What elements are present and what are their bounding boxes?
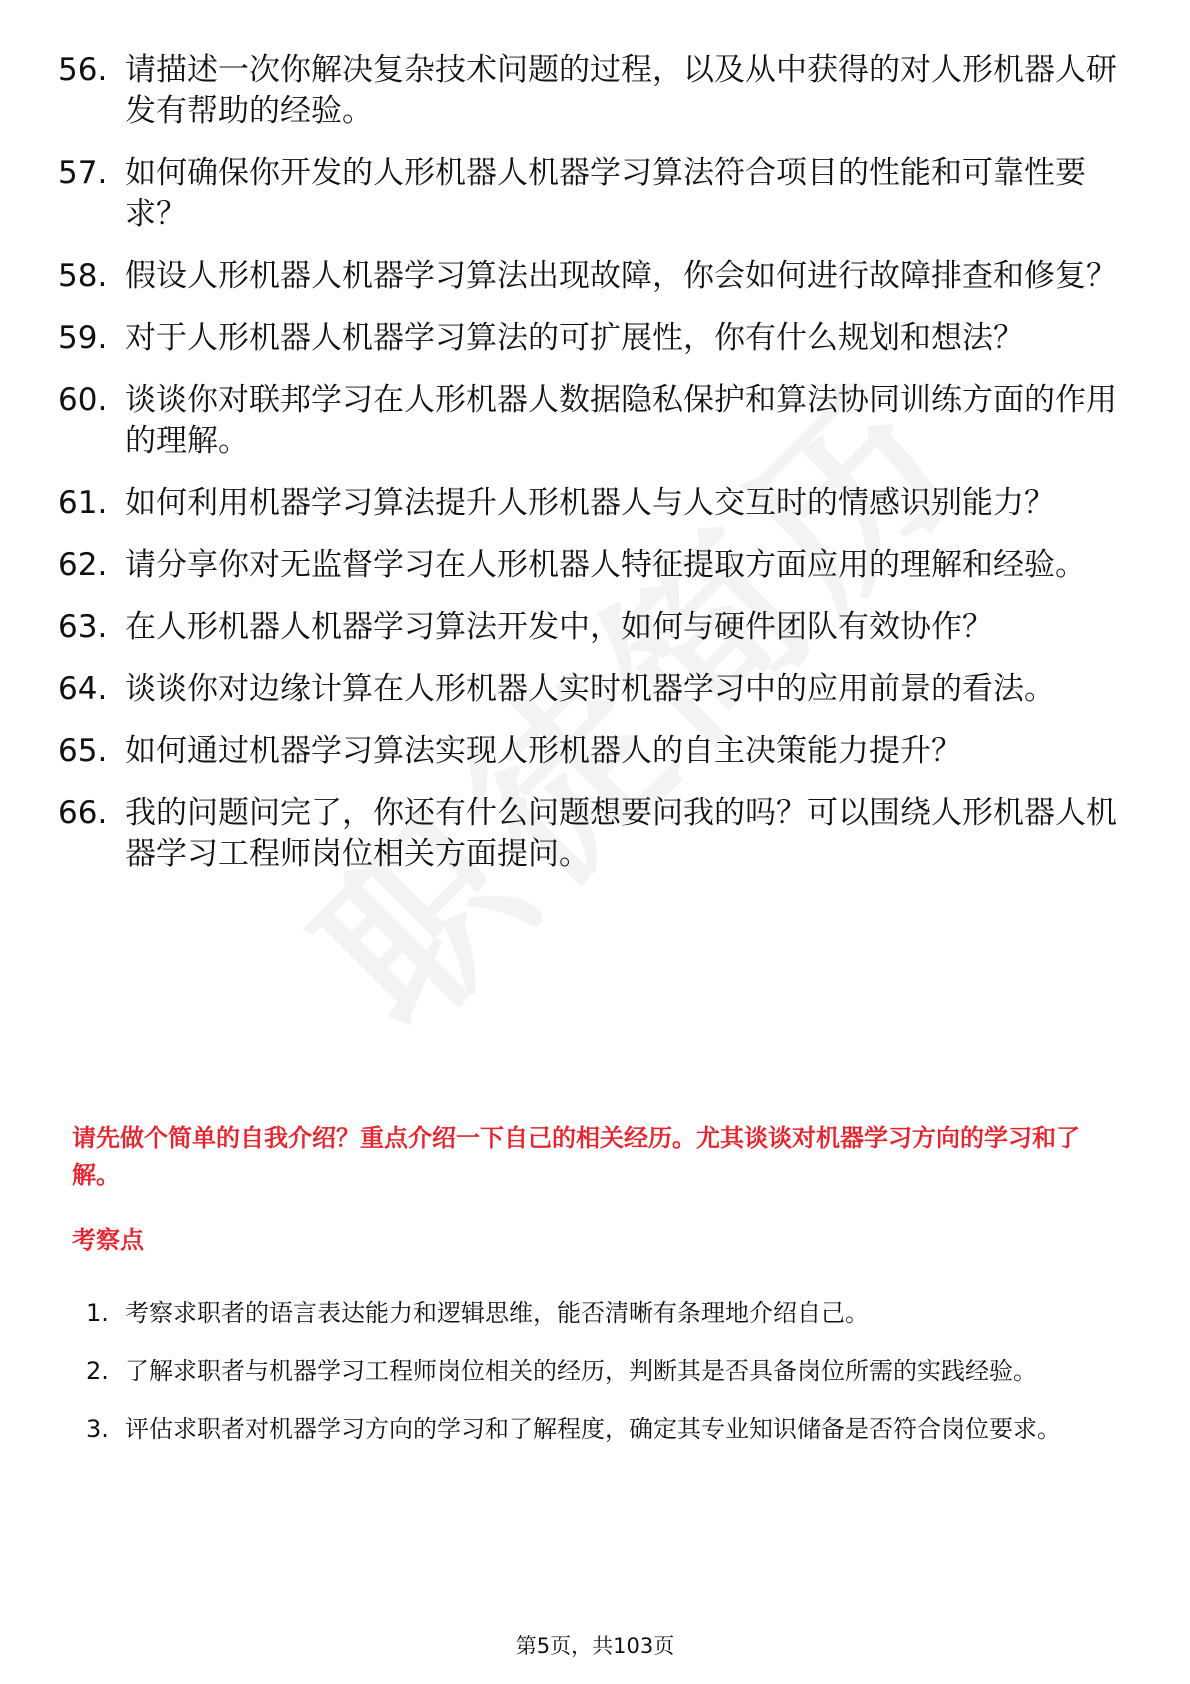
question-item	[0, 793, 1190, 875]
question-number: 66.	[58, 795, 108, 831]
points-list	[0, 1285, 1190, 1459]
points-title: 考察点	[72, 1226, 144, 1254]
question-number: 62.	[58, 547, 108, 583]
point-number: 2.	[86, 1357, 109, 1385]
question-number: 58.	[58, 258, 108, 294]
question-number: 56.	[58, 52, 108, 88]
question-item	[0, 256, 1190, 297]
question-text: 请分享你对无监督学习在人形机器人特征提取方面应用的理解和经验。	[125, 547, 1086, 583]
question-text: 我的问题问完了，你还有什么问题想要问我的吗？可以围绕人形机器人机器学习工程师岗位相关方面提问。	[125, 795, 1117, 872]
question-number: 65.	[58, 733, 108, 769]
point-text: 考察求职者的语言表达能力和逻辑思维，能否清晰有条理地介绍自己。	[125, 1299, 869, 1327]
question-item	[0, 153, 1190, 235]
point-text: 了解求职者与机器学习工程师岗位相关的经历，判断其是否具备岗位所需的实践经验。	[125, 1357, 1037, 1385]
question-item	[0, 607, 1190, 648]
question-item	[0, 318, 1190, 359]
point-item	[0, 1401, 1190, 1457]
page-footer: 第5页，共103页	[515, 1634, 675, 1658]
point-item	[0, 1343, 1190, 1399]
question-list	[0, 50, 1190, 896]
question-text: 如何确保你开发的人形机器人机器学习算法符合项目的性能和可靠性要求？	[125, 155, 1086, 232]
point-number: 3.	[86, 1415, 109, 1443]
question-text: 谈谈你对联邦学习在人形机器人数据隐私保护和算法协同训练方面的作用的理解。	[125, 382, 1117, 459]
question-number: 59.	[58, 320, 108, 356]
question-item	[0, 483, 1190, 524]
question-text: 假设人形机器人机器学习算法出现故障，你会如何进行故障排查和修复？	[125, 258, 1117, 294]
question-number: 63.	[58, 609, 108, 645]
question-number: 61.	[58, 485, 108, 521]
question-text: 在人形机器人机器学习算法开发中，如何与硬件团队有效协作？	[125, 609, 993, 645]
highlight-question: 请先做个简单的自我介绍？重点介绍一下自己的相关经历。尤其谈谈对机器学习方向的学习和了解。	[72, 1124, 1080, 1189]
point-text: 评估求职者对机器学习方向的学习和了解程度，确定其专业知识储备是否符合岗位要求。	[125, 1415, 1061, 1443]
question-text: 谈谈你对边缘计算在人形机器人实时机器学习中的应用前景的看法。	[125, 671, 1055, 707]
question-number: 57.	[58, 155, 108, 191]
question-item	[0, 731, 1190, 772]
question-number: 60.	[58, 382, 108, 418]
question-item	[0, 50, 1190, 132]
question-text: 对于人形机器人机器学习算法的可扩展性，你有什么规划和想法？	[125, 320, 1024, 356]
point-number: 1.	[86, 1299, 109, 1327]
question-number: 64.	[58, 671, 108, 707]
question-text: 如何通过机器学习算法实现人形机器人的自主决策能力提升？	[125, 733, 962, 769]
question-text: 如何利用机器学习算法提升人形机器人与人交互时的情感识别能力？	[125, 485, 1055, 521]
question-item	[0, 380, 1190, 462]
question-text: 请描述一次你解决复杂技术问题的过程，以及从中获得的对人形机器人研发有帮助的经验。	[125, 52, 1117, 129]
question-item	[0, 669, 1190, 710]
point-item	[0, 1285, 1190, 1341]
question-item	[0, 545, 1190, 586]
